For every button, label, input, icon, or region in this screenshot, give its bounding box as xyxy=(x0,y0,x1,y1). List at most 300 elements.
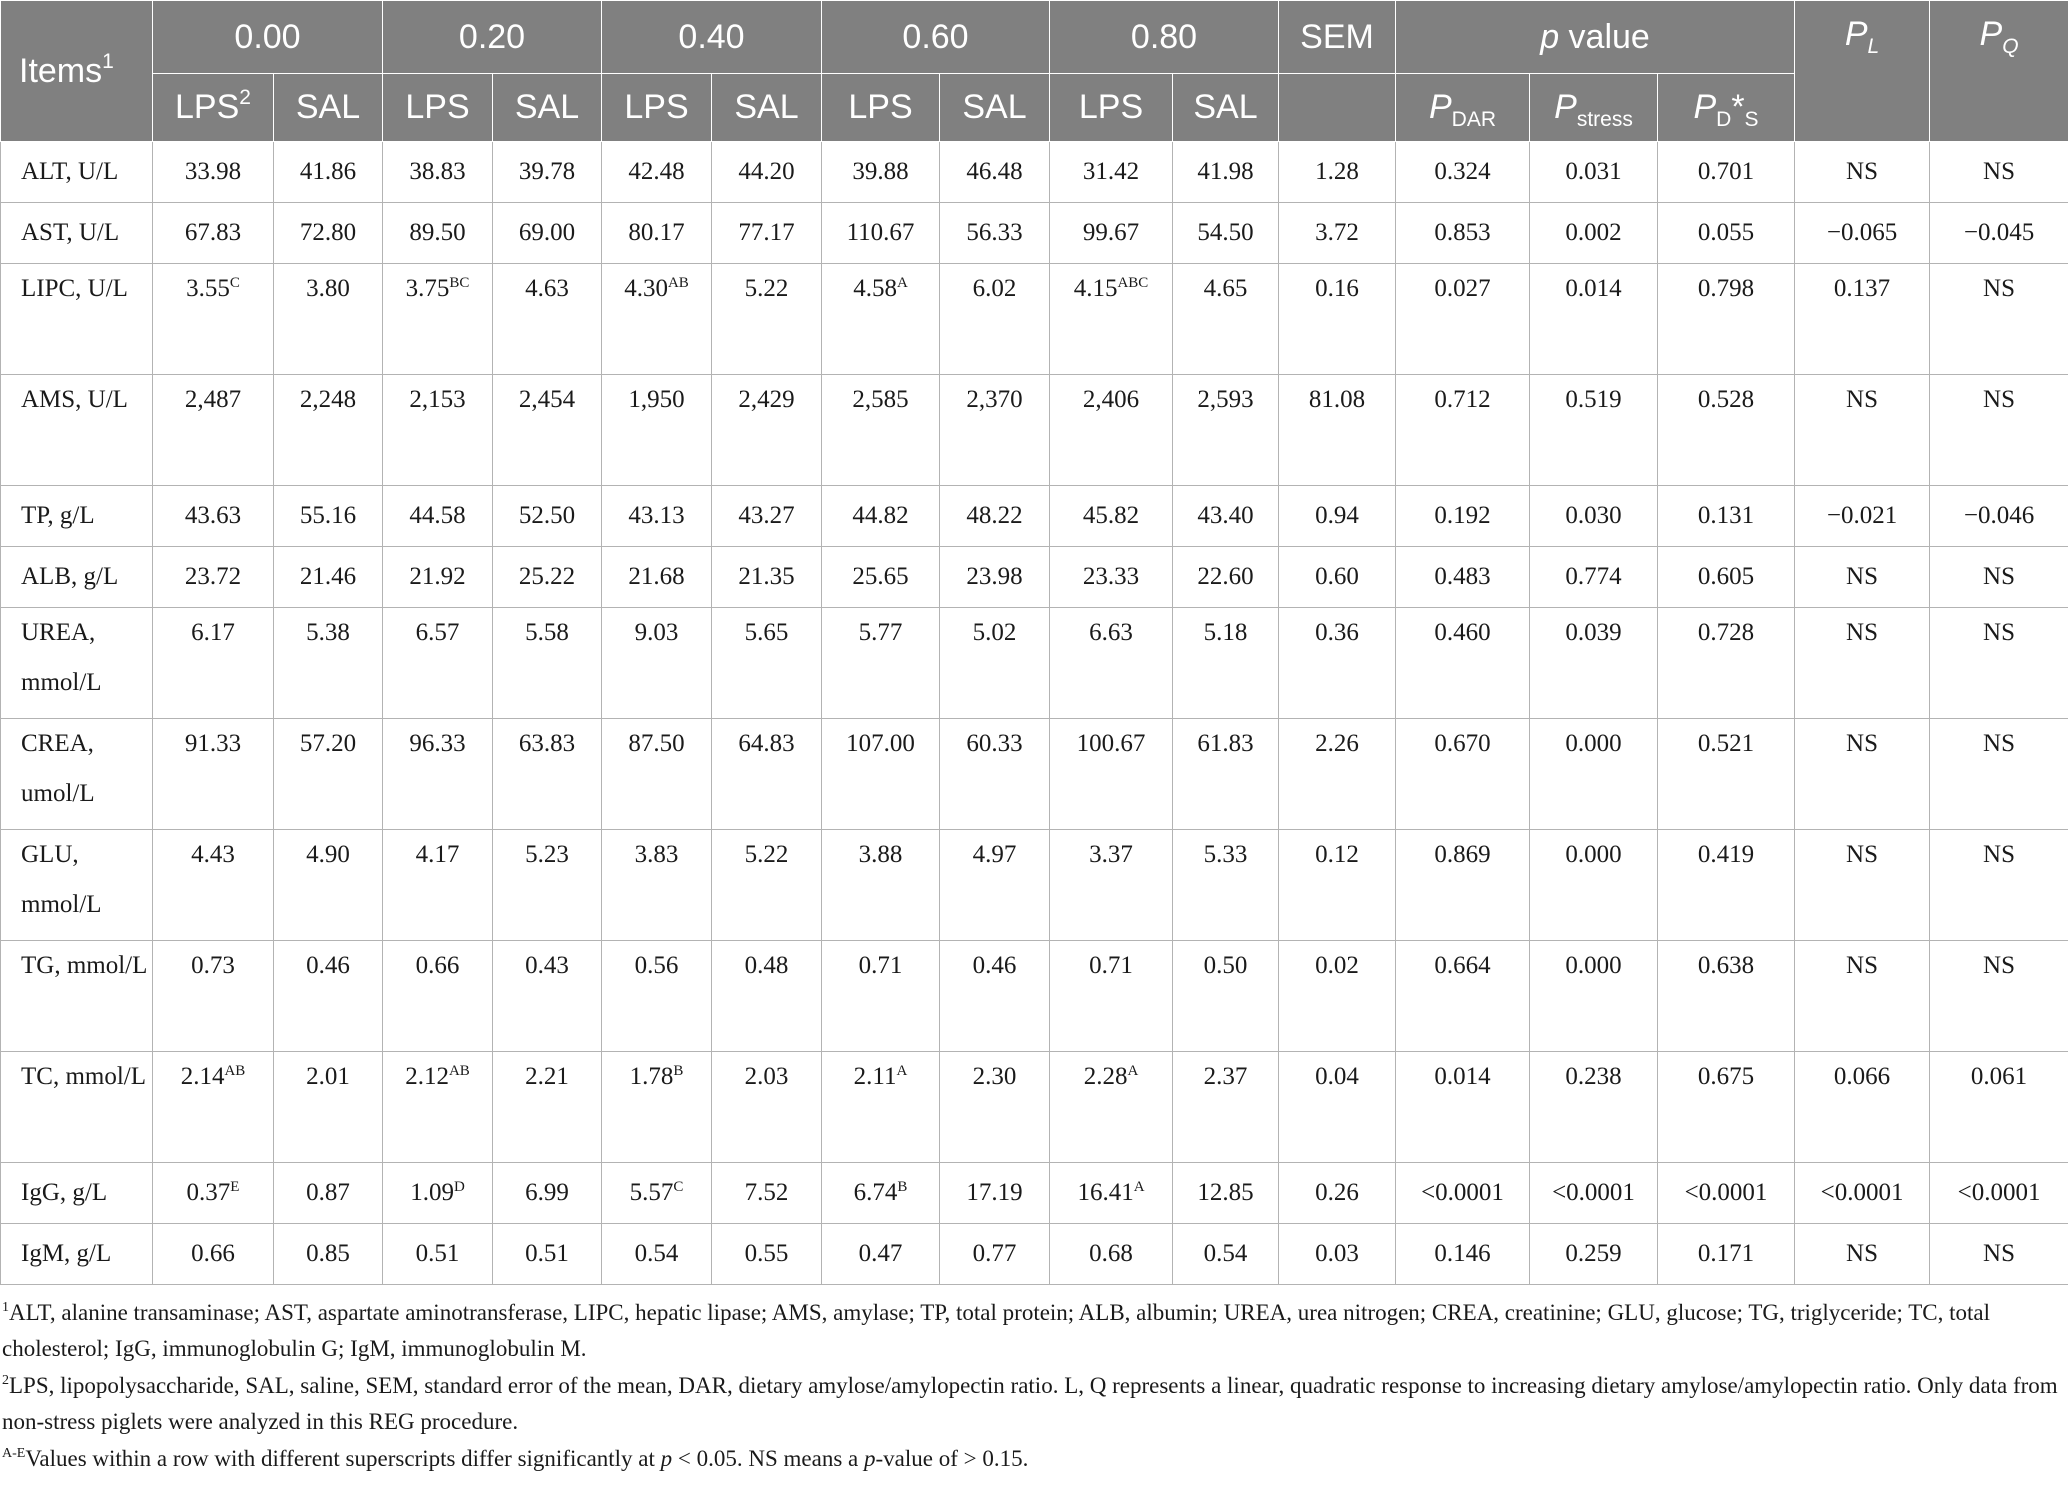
lps-value-cell xyxy=(383,264,493,375)
value-text: 0.46 xyxy=(972,952,1017,979)
pq-cell: <0.0001 xyxy=(1930,1163,2068,1224)
significance-superscript: A xyxy=(896,1063,908,1079)
value-text: 1,950 xyxy=(628,386,685,413)
value-text: 5.65 xyxy=(744,619,789,646)
value-text: 22.60 xyxy=(1197,563,1254,590)
value-text: 2,454 xyxy=(518,386,576,413)
sem-cell: 1.28 xyxy=(1279,142,1396,203)
sal-value-cell xyxy=(1173,264,1279,375)
lps-value-cell xyxy=(822,203,940,264)
lps-value-cell xyxy=(1050,264,1173,375)
value-text: 0.54 xyxy=(1203,1240,1248,1267)
value-text: 56.33 xyxy=(966,219,1023,246)
sal-value-cell xyxy=(274,1052,383,1163)
value-text: 12.85 xyxy=(1197,1179,1254,1206)
lps-value-cell xyxy=(822,1163,940,1224)
lps-value-cell xyxy=(602,142,712,203)
value-text: 61.83 xyxy=(1197,730,1254,757)
value-text: 5.57 xyxy=(629,1179,674,1206)
sal-value-cell xyxy=(712,486,822,547)
value-text: 43.27 xyxy=(738,502,795,529)
value-text: 2.14 xyxy=(180,1063,225,1090)
dose-header-3: 0.60 xyxy=(822,1,1050,74)
lps-value-cell xyxy=(822,1224,940,1285)
value-text: 33.98 xyxy=(184,158,242,185)
lps-value-cell xyxy=(383,719,493,830)
dose-header-2: 0.40 xyxy=(602,1,822,74)
pdar-cell: 0.712 xyxy=(1396,375,1530,486)
lps-value-cell xyxy=(153,203,274,264)
pds-cell: 0.528 xyxy=(1658,375,1795,486)
value-text: 21.92 xyxy=(409,563,466,590)
lps-value-cell xyxy=(153,375,274,486)
item-cell: TP, g/L xyxy=(1,486,153,547)
pdar-cell: 0.460 xyxy=(1396,608,1530,719)
pl-cell: −0.065 xyxy=(1795,203,1930,264)
value-text: 6.17 xyxy=(191,619,235,646)
sem-cell: 0.02 xyxy=(1279,941,1396,1052)
pdar-cell: 0.670 xyxy=(1396,719,1530,830)
sem-cell: 2.26 xyxy=(1279,719,1396,830)
sal-value-cell xyxy=(274,142,383,203)
significance-superscript: AB xyxy=(224,1063,246,1079)
value-text: 91.33 xyxy=(184,730,242,757)
lps-value-cell xyxy=(153,719,274,830)
sal-value-cell xyxy=(274,608,383,719)
table-footnotes xyxy=(0,1285,2068,1477)
value-text: 41.98 xyxy=(1197,158,1254,185)
sal-value-cell xyxy=(493,608,602,719)
value-text: 21.68 xyxy=(628,563,685,590)
sem-cell: 0.36 xyxy=(1279,608,1396,719)
value-text: 43.13 xyxy=(628,502,685,529)
pq-cell: NS xyxy=(1930,1224,2068,1285)
table-row xyxy=(1,486,2068,547)
sal-value-cell xyxy=(712,608,822,719)
header-row-1 xyxy=(1,1,2068,74)
pq-cell: NS xyxy=(1930,830,2068,941)
value-text: 4.43 xyxy=(191,841,235,868)
lps-value-cell xyxy=(153,1052,274,1163)
pds-cell: <0.0001 xyxy=(1658,1163,1795,1224)
sal-value-cell xyxy=(940,486,1050,547)
pq-cell: NS xyxy=(1930,264,2068,375)
item-cell: TG, mmol/L xyxy=(1,941,153,1052)
lps-value-cell xyxy=(383,375,493,486)
value-text: 5.18 xyxy=(1203,619,1248,646)
lps-value-cell xyxy=(602,1052,712,1163)
value-text: 89.50 xyxy=(409,219,466,246)
value-text: 4.97 xyxy=(972,841,1017,868)
sal-value-cell xyxy=(274,1163,383,1224)
value-text: 43.63 xyxy=(184,502,242,529)
value-text: 72.80 xyxy=(299,219,357,246)
lps-header: LPS xyxy=(1050,74,1173,142)
lps-value-cell xyxy=(822,486,940,547)
sal-header: SAL xyxy=(1173,74,1279,142)
pstress-cell: 0.002 xyxy=(1530,203,1658,264)
sal-value-cell xyxy=(1173,1163,1279,1224)
pstress-header: $P_{stress}$ xyxy=(1530,74,1658,142)
pq-cell: NS xyxy=(1930,608,2068,719)
sal-header: SAL xyxy=(274,74,383,142)
table-row xyxy=(1,941,2068,1052)
pds-cell: 0.131 xyxy=(1658,486,1795,547)
pstress-cell: 0.774 xyxy=(1530,547,1658,608)
value-text: 2.37 xyxy=(1203,1063,1248,1090)
lps-header: LPS xyxy=(602,74,712,142)
significance-superscript: AB xyxy=(667,275,689,291)
value-text: 21.35 xyxy=(738,563,795,590)
value-text: 0.87 xyxy=(306,1179,350,1206)
lps-header: LPS$^2$ xyxy=(153,74,274,142)
pstress-cell: 0.014 xyxy=(1530,264,1658,375)
footnote-2: $^2$LPS, lipopolysaccharide, SAL, saline, SEM, standard error of the mean, DAR, dietary amylose/amylopectin ratio. L, Q represents a linear, quadratic response to increasing dietary amylose/amylopectin ratio. Only data from non-stress piglets were analyzed in this REG procedure. xyxy=(2,1373,2058,1434)
pstress-cell: 0.039 xyxy=(1530,608,1658,719)
value-text: 48.22 xyxy=(966,502,1023,529)
lps-value-cell xyxy=(1050,486,1173,547)
significance-superscript: C xyxy=(673,1179,684,1195)
lps-value-cell xyxy=(383,203,493,264)
value-text: 2,370 xyxy=(966,386,1023,413)
pl-header: $P_L$ xyxy=(1795,1,1930,142)
value-text: 96.33 xyxy=(409,730,466,757)
sem-cell: 0.94 xyxy=(1279,486,1396,547)
value-text: 39.78 xyxy=(518,158,576,185)
significance-superscript: B xyxy=(897,1179,908,1195)
lps-value-cell xyxy=(602,547,712,608)
value-text: 4.65 xyxy=(1203,275,1248,302)
item-cell: AMS, U/L xyxy=(1,375,153,486)
sem-cell: 0.12 xyxy=(1279,830,1396,941)
sal-value-cell xyxy=(274,203,383,264)
value-text: 2.01 xyxy=(306,1063,350,1090)
lps-header: LPS xyxy=(822,74,940,142)
sem-cell: 0.04 xyxy=(1279,1052,1396,1163)
pds-cell: 0.419 xyxy=(1658,830,1795,941)
table-row xyxy=(1,608,2068,719)
lps-value-cell xyxy=(383,1163,493,1224)
pdar-cell: 0.664 xyxy=(1396,941,1530,1052)
value-text: 0.56 xyxy=(634,952,679,979)
sal-value-cell xyxy=(940,203,1050,264)
value-text: 80.17 xyxy=(628,219,685,246)
lps-value-cell xyxy=(1050,1052,1173,1163)
lps-value-cell xyxy=(153,830,274,941)
pstress-cell: 0.000 xyxy=(1530,830,1658,941)
sal-value-cell xyxy=(1173,941,1279,1052)
sal-value-cell xyxy=(1173,1224,1279,1285)
significance-superscript: D xyxy=(453,1179,465,1195)
lps-value-cell xyxy=(153,486,274,547)
item-cell: IgM, g/L xyxy=(1,1224,153,1285)
lps-value-cell xyxy=(822,547,940,608)
pds-cell: 0.798 xyxy=(1658,264,1795,375)
sal-value-cell xyxy=(1173,719,1279,830)
pq-cell: 0.061 xyxy=(1930,1052,2068,1163)
sal-value-cell xyxy=(493,264,602,375)
pq-cell: −0.046 xyxy=(1930,486,2068,547)
value-text: 4.15 xyxy=(1073,275,1118,302)
value-text: 2.21 xyxy=(525,1063,569,1090)
value-text: 2,487 xyxy=(184,386,242,413)
value-text: 46.48 xyxy=(966,158,1023,185)
sal-value-cell xyxy=(493,941,602,1052)
pq-cell: NS xyxy=(1930,142,2068,203)
sal-value-cell xyxy=(712,1224,822,1285)
significance-superscript: A xyxy=(896,275,908,291)
lps-value-cell xyxy=(1050,1163,1173,1224)
item-cell: AST, U/L xyxy=(1,203,153,264)
value-text: 4.17 xyxy=(415,841,460,868)
value-text: 2,248 xyxy=(299,386,357,413)
value-text: 45.82 xyxy=(1082,502,1140,529)
sal-value-cell xyxy=(274,486,383,547)
value-text: 64.83 xyxy=(738,730,795,757)
sal-value-cell xyxy=(940,142,1050,203)
value-text: 54.50 xyxy=(1197,219,1254,246)
sal-value-cell xyxy=(274,719,383,830)
value-text: 6.99 xyxy=(525,1179,569,1206)
lps-value-cell xyxy=(822,719,940,830)
lps-value-cell xyxy=(602,1163,712,1224)
value-text: 2,593 xyxy=(1197,386,1254,413)
sal-value-cell xyxy=(274,375,383,486)
value-text: 63.83 xyxy=(518,730,576,757)
pq-cell: NS xyxy=(1930,941,2068,1052)
value-text: 67.83 xyxy=(184,219,242,246)
significance-superscript: B xyxy=(673,1063,684,1079)
value-text: 3.88 xyxy=(858,841,903,868)
sal-value-cell xyxy=(493,1163,602,1224)
pstress-cell: 0.030 xyxy=(1530,486,1658,547)
value-text: 41.86 xyxy=(299,158,357,185)
value-text: 0.37 xyxy=(186,1179,231,1206)
value-text: 23.72 xyxy=(184,563,242,590)
value-text: 4.30 xyxy=(624,275,668,302)
value-text: 3.55 xyxy=(186,275,230,302)
lps-value-cell xyxy=(602,941,712,1052)
sal-value-cell xyxy=(493,486,602,547)
pds-cell: 0.171 xyxy=(1658,1224,1795,1285)
sal-value-cell xyxy=(712,547,822,608)
lps-value-cell xyxy=(1050,830,1173,941)
sal-value-cell xyxy=(940,719,1050,830)
header-row-2 xyxy=(1,74,2068,142)
table-row xyxy=(1,142,2068,203)
pl-cell: NS xyxy=(1795,941,1930,1052)
lps-value-cell xyxy=(1050,1224,1173,1285)
pstress-cell: 0.238 xyxy=(1530,1052,1658,1163)
value-text: 43.40 xyxy=(1197,502,1254,529)
significance-superscript: AB xyxy=(448,1063,470,1079)
value-text: 5.77 xyxy=(858,619,903,646)
value-text: 7.52 xyxy=(744,1179,789,1206)
sem-subheader-empty xyxy=(1279,74,1396,142)
value-text: 23.33 xyxy=(1082,563,1140,590)
sal-value-cell xyxy=(493,547,602,608)
value-text: 25.65 xyxy=(852,563,909,590)
sal-value-cell xyxy=(493,1052,602,1163)
table-body xyxy=(1,142,2068,1285)
sal-value-cell xyxy=(1173,142,1279,203)
dose-header-4: 0.80 xyxy=(1050,1,1279,74)
value-text: 5.38 xyxy=(306,619,350,646)
value-text: 44.82 xyxy=(852,502,909,529)
pl-cell: NS xyxy=(1795,719,1930,830)
sal-value-cell xyxy=(493,203,602,264)
item-cell: IgG, g/L xyxy=(1,1163,153,1224)
pl-cell: NS xyxy=(1795,830,1930,941)
pds-cell: 0.521 xyxy=(1658,719,1795,830)
pl-cell: −0.021 xyxy=(1795,486,1930,547)
pdar-header: $P_{DAR}$ xyxy=(1396,74,1530,142)
lps-value-cell xyxy=(1050,203,1173,264)
pdar-cell: 0.853 xyxy=(1396,203,1530,264)
lps-value-cell xyxy=(1050,608,1173,719)
item-cell: CREA, umol/L xyxy=(1,719,153,830)
sal-value-cell xyxy=(940,547,1050,608)
value-text: 6.02 xyxy=(972,275,1017,302)
pds-cell: 0.638 xyxy=(1658,941,1795,1052)
dose-header-1: 0.20 xyxy=(383,1,602,74)
lps-value-cell xyxy=(383,486,493,547)
lps-value-cell xyxy=(1050,941,1173,1052)
value-text: 4.90 xyxy=(306,841,350,868)
value-text: 0.46 xyxy=(306,952,350,979)
sem-cell: 81.08 xyxy=(1279,375,1396,486)
lps-value-cell xyxy=(822,608,940,719)
sem-cell: 3.72 xyxy=(1279,203,1396,264)
table-row xyxy=(1,264,2068,375)
value-text: 99.67 xyxy=(1082,219,1140,246)
sal-value-cell xyxy=(712,719,822,830)
sal-value-cell xyxy=(940,608,1050,719)
value-text: 21.46 xyxy=(299,563,357,590)
pdar-cell: 0.192 xyxy=(1396,486,1530,547)
sal-value-cell xyxy=(712,941,822,1052)
value-text: 44.58 xyxy=(409,502,466,529)
value-text: 2.11 xyxy=(853,1063,897,1090)
value-text: 9.03 xyxy=(634,619,679,646)
table-row xyxy=(1,1224,2068,1285)
lps-value-cell xyxy=(602,719,712,830)
value-text: 110.67 xyxy=(846,219,915,246)
value-text: 3.80 xyxy=(306,275,350,302)
value-text: 0.51 xyxy=(525,1240,569,1267)
lps-value-cell xyxy=(822,142,940,203)
sal-value-cell xyxy=(712,264,822,375)
sal-value-cell xyxy=(493,142,602,203)
pl-cell: <0.0001 xyxy=(1795,1163,1930,1224)
footnote-3: $^{A-E}$Values within a row with different superscripts differ significantly at p < 0.05. NS means a p-value of > 0.15. xyxy=(2,1446,1029,1471)
lps-value-cell xyxy=(383,830,493,941)
sal-value-cell xyxy=(712,375,822,486)
sal-value-cell xyxy=(274,1224,383,1285)
sal-value-cell xyxy=(940,1052,1050,1163)
value-text: 0.66 xyxy=(191,1240,235,1267)
lps-value-cell xyxy=(1050,547,1173,608)
sal-value-cell xyxy=(1173,486,1279,547)
value-text: 0.50 xyxy=(1203,952,1248,979)
item-cell: LIPC, U/L xyxy=(1,264,153,375)
lps-value-cell xyxy=(822,830,940,941)
value-text: 2,153 xyxy=(409,386,466,413)
lps-value-cell xyxy=(1050,719,1173,830)
value-text: 0.85 xyxy=(306,1240,350,1267)
value-text: 55.16 xyxy=(299,502,357,529)
lps-value-cell xyxy=(822,264,940,375)
sal-header: SAL xyxy=(493,74,602,142)
value-text: 0.43 xyxy=(525,952,569,979)
lps-value-cell xyxy=(602,1224,712,1285)
lps-value-cell xyxy=(822,375,940,486)
lps-value-cell xyxy=(602,608,712,719)
sal-value-cell xyxy=(1173,1052,1279,1163)
sal-value-cell xyxy=(274,941,383,1052)
item-cell: UREA, mmol/L xyxy=(1,608,153,719)
sal-header: SAL xyxy=(940,74,1050,142)
sal-header: SAL xyxy=(712,74,822,142)
pl-cell: 0.137 xyxy=(1795,264,1930,375)
pq-cell: NS xyxy=(1930,547,2068,608)
sal-value-cell xyxy=(712,142,822,203)
lps-value-cell xyxy=(1050,142,1173,203)
lps-value-cell xyxy=(153,1163,274,1224)
item-cell: ALT, U/L xyxy=(1,142,153,203)
sal-value-cell xyxy=(274,547,383,608)
pdar-cell: 0.027 xyxy=(1396,264,1530,375)
significance-superscript: BC xyxy=(449,275,470,291)
pdar-cell: 0.014 xyxy=(1396,1052,1530,1163)
sal-value-cell xyxy=(940,1163,1050,1224)
value-text: 2.30 xyxy=(972,1063,1017,1090)
lps-value-cell xyxy=(153,1224,274,1285)
value-text: 44.20 xyxy=(738,158,795,185)
table-row xyxy=(1,1163,2068,1224)
value-text: 2,406 xyxy=(1082,386,1140,413)
value-text: 0.54 xyxy=(634,1240,679,1267)
lps-value-cell xyxy=(153,142,274,203)
pds-cell: 0.055 xyxy=(1658,203,1795,264)
lps-value-cell xyxy=(602,830,712,941)
pdar-cell: 0.324 xyxy=(1396,142,1530,203)
pq-header: $P_Q$ xyxy=(1930,1,2068,142)
significance-superscript: ABC xyxy=(1117,275,1149,291)
lps-header: LPS xyxy=(383,74,493,142)
lps-value-cell xyxy=(383,142,493,203)
value-text: 0.68 xyxy=(1089,1240,1133,1267)
value-text: 5.33 xyxy=(1203,841,1248,868)
item-cell: TC, mmol/L xyxy=(1,1052,153,1163)
table-row xyxy=(1,375,2068,486)
value-text: 77.17 xyxy=(738,219,795,246)
sal-value-cell xyxy=(940,1224,1050,1285)
value-text: 39.88 xyxy=(852,158,909,185)
value-text: 5.23 xyxy=(525,841,569,868)
pq-cell: NS xyxy=(1930,375,2068,486)
table-row xyxy=(1,1052,2068,1163)
value-text: 107.00 xyxy=(846,730,915,757)
sal-value-cell xyxy=(493,1224,602,1285)
item-cell: GLU, mmol/L xyxy=(1,830,153,941)
pds-cell: 0.728 xyxy=(1658,608,1795,719)
sal-value-cell xyxy=(712,830,822,941)
sem-cell: 0.26 xyxy=(1279,1163,1396,1224)
value-text: 16.41 xyxy=(1077,1179,1134,1206)
dose-header-0: 0.00 xyxy=(153,1,383,74)
pstress-cell: 0.031 xyxy=(1530,142,1658,203)
